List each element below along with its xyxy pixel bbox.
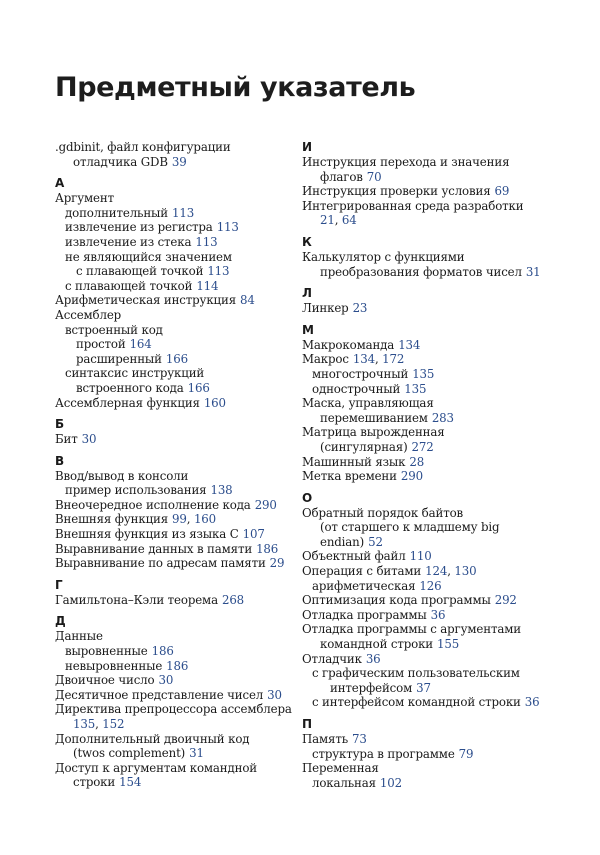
page-refs: 134, 172 — [352, 352, 405, 367]
index-entry — [302, 564, 552, 579]
entry-term: не являющийся значением — [65, 249, 232, 264]
page-refs — [256, 542, 278, 556]
entry-term: Инструкция перехода и значения — [302, 155, 510, 169]
entry-term: Переменная — [302, 761, 379, 776]
entry-term: endian) — [320, 534, 365, 549]
index-entry — [55, 432, 327, 447]
page-refs — [172, 155, 187, 169]
page-refs — [416, 681, 431, 695]
page-refs — [207, 264, 229, 278]
section-letter: Д — [55, 614, 66, 629]
index-entry — [302, 425, 552, 454]
entry-term: Макрос — [302, 352, 349, 367]
page-refs: 135, 152 — [73, 717, 125, 731]
entry-term: Макрокоманда — [302, 337, 395, 352]
page-number-link[interactable]: 124 — [425, 564, 448, 579]
index-entry — [302, 301, 552, 316]
entry-term: структура в программе — [312, 746, 455, 761]
page-refs — [196, 279, 218, 293]
page-number-link[interactable]: 160 — [203, 395, 226, 410]
entry-term: Доступ к аргументам командной — [55, 760, 258, 775]
page-refs — [255, 498, 277, 512]
page-refs — [410, 549, 432, 563]
index-section — [55, 176, 327, 410]
page-number-link[interactable]: 99 — [172, 512, 187, 527]
page-number-link[interactable]: 172 — [382, 352, 405, 367]
index-entry — [302, 622, 552, 651]
index-entry — [312, 579, 552, 594]
entry-term: Десятичное представление чисел — [55, 687, 264, 702]
page-number-link[interactable]: 164 — [129, 337, 152, 352]
entry-term: встроенного кода — [76, 380, 184, 395]
page-refs — [525, 695, 540, 709]
page-refs — [412, 440, 434, 454]
page-number-link[interactable]: 130 — [454, 564, 477, 579]
page-number-link[interactable]: 30 — [158, 673, 174, 688]
index-entry — [302, 652, 552, 667]
index-entry — [312, 382, 552, 397]
page-number-link[interactable]: 292 — [494, 593, 517, 608]
entry-term: с плавающей точкой — [65, 278, 193, 293]
entry-term: Внешняя функция из языка C — [55, 527, 239, 542]
index-section — [55, 454, 327, 571]
page-number-link[interactable]: 283 — [431, 410, 454, 425]
page-number-link[interactable]: 36 — [524, 695, 540, 710]
page-number-link[interactable]: 114 — [196, 278, 219, 293]
page-refs — [189, 746, 204, 760]
entry-term: перемешиванием — [320, 410, 428, 425]
index-entry — [65, 220, 327, 235]
index-entry — [312, 367, 552, 382]
page-refs — [526, 265, 541, 279]
index-entry — [55, 191, 327, 206]
page-refs — [158, 673, 173, 687]
index-entry — [55, 396, 327, 411]
page-refs — [412, 367, 434, 381]
index-section — [55, 578, 327, 608]
page-number-link[interactable]: 155 — [437, 637, 460, 652]
page-refs — [431, 608, 446, 622]
page-number-link[interactable]: 290 — [254, 497, 277, 512]
page-number-link[interactable]: 166 — [187, 380, 210, 395]
entry-term: Матрица вырожденная — [302, 425, 445, 440]
page-number-link[interactable]: 37 — [416, 680, 431, 695]
index-entry — [302, 155, 552, 184]
index-entry — [55, 688, 327, 703]
page-number-link[interactable]: 135 — [404, 381, 427, 396]
entry-term: Ассемблер — [55, 307, 122, 322]
page-number-link[interactable]: 113 — [172, 205, 195, 220]
page-number-link[interactable]: 102 — [379, 775, 402, 790]
entry-term: (от старшего к младшему big — [320, 520, 500, 535]
entry-term: интерфейсом — [330, 680, 413, 695]
entry-term: Аргумент — [55, 191, 114, 206]
page-number-link[interactable]: 135 — [412, 366, 435, 381]
page-number-link[interactable]: 70 — [366, 169, 382, 184]
entry-term: выровненные — [65, 644, 148, 659]
page-number-link[interactable]: 134 — [352, 352, 375, 367]
entry-term: Отладчик — [302, 651, 362, 666]
page-number-link[interactable]: 21 — [320, 213, 335, 228]
entry-term: однострочный — [312, 381, 401, 396]
page-refs — [432, 411, 454, 425]
entry-term: арифметическая — [312, 578, 416, 593]
page-number-link[interactable]: 36 — [430, 607, 446, 622]
index-section — [302, 717, 552, 790]
page-refs — [243, 527, 265, 541]
entry-term: Калькулятор с функциями — [302, 249, 465, 264]
page-number-link[interactable]: 28 — [409, 454, 425, 469]
page-refs: 21, 64 — [320, 213, 357, 228]
page-refs — [409, 455, 424, 469]
entry-term: Объектный файл — [302, 549, 406, 564]
index-entry — [302, 338, 552, 353]
index-entry — [55, 308, 327, 323]
index-entry — [65, 279, 327, 294]
page-refs — [419, 579, 441, 593]
page-number-link[interactable]: 79 — [458, 746, 474, 761]
page-refs — [401, 469, 423, 483]
index-entry — [302, 184, 552, 199]
page-refs — [166, 352, 188, 366]
index-entry — [55, 702, 327, 731]
entry-term: Внешняя функция — [55, 512, 169, 527]
entry-term: флагов — [320, 169, 363, 184]
index-entry — [65, 235, 327, 250]
section-letter: М — [302, 322, 314, 337]
entry-term: синтаксис инструкций — [65, 366, 205, 381]
entry-term: (сингулярная) — [320, 439, 408, 454]
section-letter: В — [55, 453, 65, 468]
page-refs — [267, 688, 282, 702]
page-refs — [270, 556, 285, 570]
index-entry — [55, 673, 327, 688]
section-letter: О — [302, 490, 313, 505]
index-entry — [65, 366, 327, 381]
page-number-link[interactable]: 290 — [400, 469, 423, 484]
page-number-link[interactable]: 272 — [411, 439, 434, 454]
index-section — [55, 417, 327, 447]
index-entry — [65, 483, 327, 498]
entry-term: дополнительный — [65, 205, 168, 220]
page-number-link[interactable]: 31 — [525, 264, 541, 279]
index-section — [302, 286, 552, 316]
page-number-link[interactable]: 126 — [419, 578, 442, 593]
entry-term: с интерфейсом командной строки — [312, 695, 521, 710]
entry-term: простой — [76, 337, 126, 352]
entry-term: Память — [302, 732, 348, 746]
index-section — [302, 235, 552, 279]
page-number-link[interactable]: 30 — [267, 687, 282, 702]
page-number-link[interactable]: 84 — [239, 293, 255, 308]
page-number-link[interactable]: 36 — [365, 651, 381, 666]
page-number-link[interactable]: 107 — [242, 527, 265, 542]
page-refs — [437, 637, 459, 651]
page-refs — [495, 593, 517, 607]
index-entry — [302, 469, 552, 484]
index-column-right — [302, 140, 552, 790]
index-entry — [312, 747, 552, 762]
page-refs — [353, 301, 368, 315]
section-letter: П — [302, 717, 313, 731]
index-entry — [302, 732, 552, 747]
index-entry — [302, 593, 552, 608]
index-entry — [55, 542, 327, 557]
entry-term: Директива препроцессора ассемблера — [55, 702, 292, 717]
page-refs — [398, 338, 420, 352]
entry-term: извлечение из регистра — [65, 220, 213, 235]
index-entry — [55, 732, 327, 761]
entry-term: Внеочередное исполнение кода — [55, 497, 251, 512]
entry-term: локальная — [312, 775, 376, 790]
entry-term: извлечение из стека — [65, 234, 192, 249]
page-number-link[interactable]: 152 — [102, 717, 125, 731]
page-refs — [188, 381, 210, 395]
entry-term: Двоичное число — [55, 673, 155, 688]
page-refs — [495, 184, 510, 198]
page-number-link[interactable]: 30 — [81, 432, 97, 447]
entry-term: Интегрированная среда разработки — [302, 198, 524, 213]
page-refs: 124, 130 — [425, 564, 477, 579]
page-number-link[interactable]: 135 — [73, 717, 96, 731]
index-entry — [302, 455, 552, 470]
page-number-link[interactable]: 52 — [368, 534, 383, 549]
page-refs — [217, 220, 239, 234]
section-letter: Л — [302, 286, 312, 301]
page-number-link[interactable]: 186 — [256, 541, 279, 556]
index-section — [302, 491, 552, 710]
index-entry — [76, 352, 327, 367]
index-entry — [55, 512, 327, 527]
index-section — [302, 323, 552, 484]
page-number-link[interactable]: 113 — [207, 264, 230, 279]
entry-term: Данные — [55, 629, 103, 644]
entry-term: командной строки — [320, 637, 434, 652]
page-number-link[interactable]: 268 — [221, 592, 245, 607]
section-letter: Г — [55, 577, 63, 592]
index-entry — [302, 352, 552, 367]
page-refs — [459, 747, 474, 761]
entry-term: преобразования форматов чисел — [320, 264, 522, 279]
page-refs — [380, 776, 402, 790]
entry-term: Арифметическая инструкция — [55, 293, 236, 308]
section-letter: Б — [55, 417, 65, 432]
index-entry — [302, 549, 552, 564]
index-column-left — [55, 140, 327, 790]
page-refs — [222, 593, 244, 607]
index-entry — [76, 264, 327, 279]
entry-term: .gdbinit, файл конфигурации — [55, 140, 231, 154]
index-entry — [55, 629, 327, 644]
page-refs — [166, 659, 188, 673]
page-refs: 99, 160 — [172, 512, 217, 527]
entry-term: Ввод/вывод в консоли — [55, 468, 189, 483]
entry-term: пример использования — [65, 483, 207, 498]
index-entry — [76, 381, 327, 396]
entry-term: Метка времени — [302, 469, 397, 484]
page-number-link[interactable]: 29 — [269, 556, 285, 571]
section-letter: К — [302, 234, 312, 249]
page-refs — [240, 293, 255, 307]
page-number-link[interactable]: 134 — [398, 337, 421, 352]
page-refs — [404, 382, 426, 396]
page-number-link[interactable]: 166 — [165, 351, 188, 366]
page-refs — [130, 337, 152, 351]
page-refs — [367, 170, 382, 184]
entry-term: Ассемблерная функция — [55, 395, 200, 410]
page-number-link[interactable]: 39 — [171, 154, 187, 169]
index-entry — [302, 396, 552, 425]
index-entry — [302, 199, 552, 228]
page-number-link[interactable]: 138 — [210, 483, 233, 498]
index-entry — [55, 556, 327, 571]
section-letter: А — [55, 176, 65, 191]
index-entry — [76, 337, 327, 352]
index-section — [55, 614, 327, 790]
page-number-link[interactable]: 113 — [195, 234, 218, 249]
entry-term: Оптимизация кода программы — [302, 593, 491, 608]
entry-term: встроенный код — [65, 322, 163, 337]
index-entry — [55, 761, 327, 790]
entry-term: отладчика GDB — [73, 154, 168, 169]
index-entry — [55, 527, 327, 542]
index-entry — [302, 608, 552, 623]
page-refs — [352, 732, 367, 746]
section-letter: И — [302, 140, 313, 154]
index-entry — [55, 293, 327, 308]
index-entry — [65, 250, 327, 265]
entry-term: Дополнительный двоичный код — [55, 731, 250, 746]
entry-term: многострочный — [312, 366, 409, 381]
page-refs — [195, 235, 217, 249]
entry-term: Выравнивание по адресам памяти — [55, 556, 266, 571]
page-number-link[interactable]: 186 — [151, 644, 174, 659]
entry-term: (twos complement) — [73, 746, 186, 761]
entry-term: невыровненные — [65, 658, 163, 673]
index-entry — [302, 506, 552, 550]
index-section — [302, 140, 552, 228]
page-refs — [368, 535, 383, 549]
page-number-link[interactable]: 69 — [494, 184, 510, 199]
index-entry — [65, 206, 327, 221]
page-refs — [204, 396, 226, 410]
page-number-link[interactable]: 154 — [119, 775, 142, 790]
index-section — [55, 140, 327, 169]
page-number-link[interactable]: 186 — [166, 658, 189, 673]
index-entry — [55, 469, 327, 484]
page-number-link[interactable]: 64 — [341, 213, 357, 228]
index-entry — [65, 659, 327, 674]
page-number-link[interactable]: 110 — [409, 549, 432, 564]
page-number-link[interactable]: 23 — [352, 301, 368, 316]
entry-term: Операция с битами — [302, 564, 422, 579]
page-number-link[interactable]: 73 — [352, 732, 367, 746]
entry-term: Бит — [55, 432, 78, 447]
entry-term: Инструкция проверки условия — [302, 184, 491, 199]
entry-term: с плавающей точкой — [76, 264, 204, 279]
index-entry — [312, 666, 552, 695]
entry-term: Линкер — [302, 301, 349, 316]
index-entry — [65, 644, 327, 659]
entry-term: Машинный язык — [302, 454, 406, 469]
entry-term: с графическим пользовательским — [312, 666, 520, 681]
entry-term: Маска, управляющая — [302, 396, 434, 411]
entry-term: Гамильтона–Кэли теорема — [55, 592, 218, 607]
entry-term: Отладка программы с аргументами — [302, 622, 521, 637]
entry-term: строки — [73, 775, 116, 790]
page-number-link[interactable]: 31 — [189, 746, 204, 761]
page-refs — [152, 644, 174, 658]
entry-term: Отладка программы — [302, 607, 427, 622]
page-number-link[interactable]: 113 — [216, 220, 239, 235]
index-entry — [55, 140, 327, 169]
entry-term: Обратный порядок байтов — [302, 505, 464, 520]
index-entry — [302, 250, 552, 279]
page-refs — [119, 775, 141, 789]
page-refs — [172, 206, 194, 220]
page-refs — [82, 432, 97, 446]
page-refs — [366, 652, 381, 666]
page-number-link[interactable]: 160 — [193, 512, 217, 527]
index-entry — [65, 323, 327, 338]
page-refs — [210, 483, 232, 497]
entry-term: расширенный — [76, 351, 162, 366]
page-title: Предметный указатель — [55, 72, 416, 103]
index-entry — [312, 695, 552, 710]
index-entry — [55, 498, 327, 513]
entry-term: Выравнивание данных в памяти — [55, 541, 253, 556]
index-entry — [302, 761, 552, 776]
index-entry — [55, 593, 327, 608]
index-entry — [312, 776, 552, 791]
